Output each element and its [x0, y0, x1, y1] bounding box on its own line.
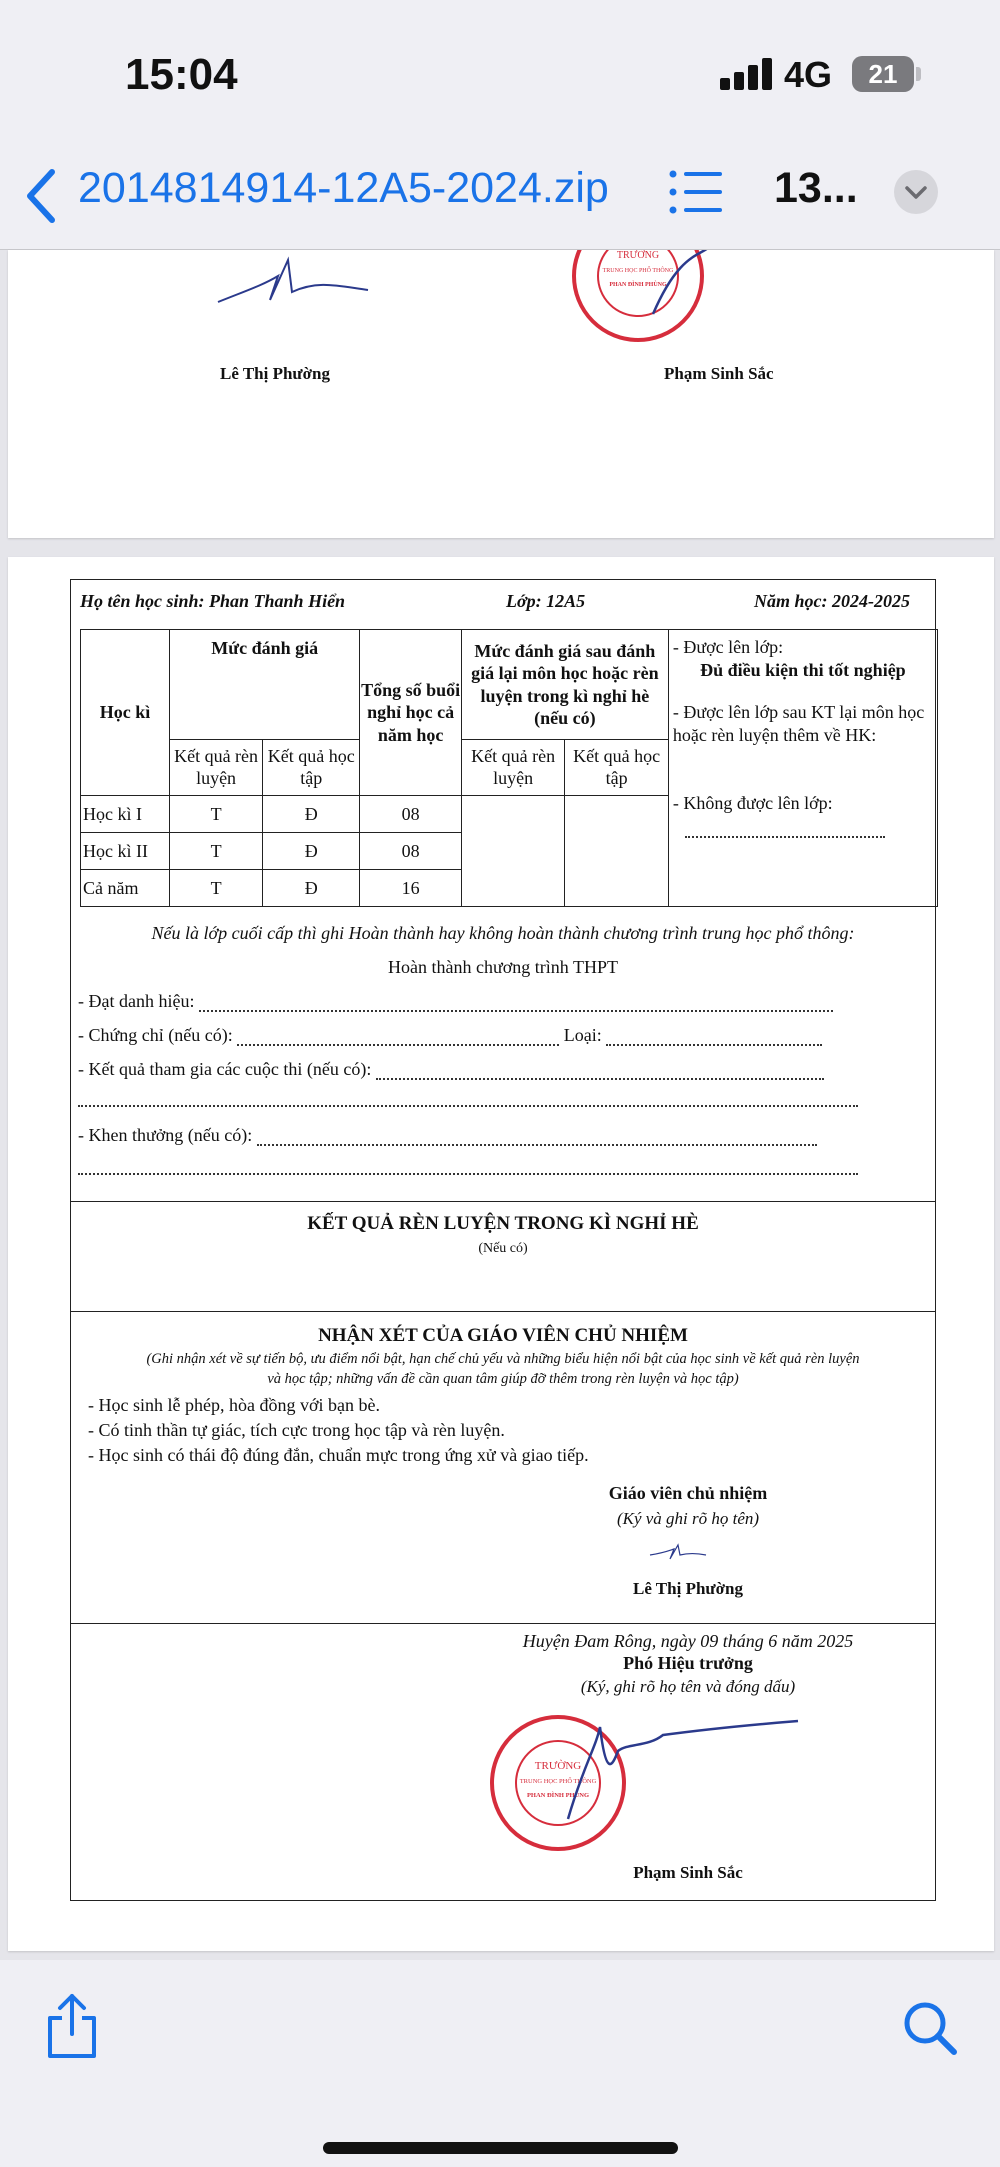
principal-name: Phạm Sinh Sắc [633, 1863, 743, 1882]
svg-text:TRUNG HỌC PHỔ THÔNG: TRUNG HỌC PHỔ THÔNG [602, 268, 674, 274]
reassess-study-cell [565, 796, 669, 907]
row-conduct: T [170, 833, 263, 870]
top-bar [0, 0, 1000, 250]
row-conduct: T [170, 870, 263, 907]
row-study: Đ [263, 870, 360, 907]
place-date: Huyện Đam Rông, ngày 09 tháng 6 năm 2025 [522, 1631, 854, 1651]
comment-item: - Học sinh lễ phép, hòa đồng với bạn bè. [88, 1395, 380, 1415]
file-title[interactable]: 2014814914-12A5-2024.zip [78, 164, 609, 212]
teacher-signature [208, 250, 388, 320]
title-label: - Đạt danh hiệu: [78, 991, 195, 1011]
divider [70, 1311, 936, 1312]
page-indicator[interactable]: 13... [774, 164, 858, 212]
promotion-graduation: Đủ điều kiện thi tốt nghiệp [700, 660, 906, 681]
school-stamp [488, 1707, 828, 1857]
list-icon[interactable] [668, 168, 724, 216]
row-study: Đ [263, 833, 360, 870]
signal-icon [720, 58, 774, 90]
share-icon[interactable] [44, 1990, 100, 2060]
svg-text:TRƯỜNG: TRƯỜNG [616, 250, 660, 261]
divider [70, 1201, 936, 1202]
battery-cap [916, 67, 921, 81]
row-absent: 08 [360, 796, 461, 833]
comment-guide-2: và học tập; những vấn đề cần quan tâm giúp đỡ thêm trong rèn luyện và học tập) [267, 1371, 739, 1387]
row-absent: 16 [360, 870, 461, 907]
teacher-name: Lê Thị Phường [632, 1579, 743, 1598]
teacher-role: Giáo viên chủ nhiệm [608, 1483, 768, 1503]
promotion-yes: - Được lên lớp: [672, 637, 784, 657]
row-absent: 08 [360, 833, 461, 870]
school-year: Năm học: 2024-2025 [754, 591, 910, 611]
summer-title: KẾT QUẢ RÈN LUYỆN TRONG KÌ NGHỈ HÈ [307, 1213, 699, 1234]
chevron-down-icon [894, 170, 938, 214]
contest-row [78, 1059, 824, 1080]
teacher-sign-note: (Ký và ghi rõ họ tên) [616, 1509, 760, 1528]
svg-text:TRUNG HỌC PHỔ THÔNG: TRUNG HỌC PHỔ THÔNG [519, 1778, 597, 1785]
comment-guide-1: (Ghi nhận xét về sự tiến bộ, ưu điểm nổi bật, hạn chế chủ yếu và những biểu hiện nổi bật của học sinh về kết quả rèn luyện [146, 1351, 860, 1367]
promotion-no: - Không được lên lớp: [672, 792, 833, 813]
document-page [8, 557, 994, 1951]
principal-sign-note: (Ký, ghi rõ họ tên và đóng dấu) [580, 1677, 796, 1696]
school-stamp [548, 250, 728, 366]
status-time: 15:04 [125, 50, 238, 99]
contest-label: - Kết quả tham gia các cuộc thi (nếu có): [78, 1059, 372, 1079]
comment-item: - Học sinh có thái độ đúng đắn, chuẩn mực trong ứng xử và giao tiếp. [88, 1445, 589, 1465]
promotion-retest: - Được lên lớp sau KT lại môn học hoặc rèn luyện thêm về HK: [672, 701, 925, 746]
svg-text:TRƯỜNG: TRƯỜNG [534, 1760, 582, 1772]
award-row [78, 1125, 817, 1146]
header-term: Học kì [81, 630, 170, 796]
comment-list [88, 1393, 589, 1468]
row-conduct: T [170, 796, 263, 833]
grades-table [80, 629, 938, 907]
cert-type-label: Loại: [563, 1025, 602, 1045]
svg-text:PHAN ĐÌNH PHÙNG: PHAN ĐÌNH PHÙNG [609, 282, 667, 288]
svg-text:PHAN ĐÌNH PHÙNG: PHAN ĐÌNH PHÙNG [526, 1792, 590, 1799]
row-term: Cả năm [81, 870, 170, 907]
document-page-previous [8, 250, 994, 538]
award-label: - Khen thưởng (nếu có): [78, 1125, 253, 1145]
sub-reassess-conduct: Kết quả rèn luyện [461, 740, 565, 796]
comment-title: NHẬN XÉT CỦA GIÁO VIÊN CHỦ NHIỆM [318, 1325, 688, 1346]
reassess-conduct-cell [461, 796, 565, 907]
teacher-signature [648, 1541, 708, 1565]
summer-sub: (Nếu có) [478, 1241, 528, 1256]
comment-item: - Có tinh thần tự giác, tích cực trong học tập và rèn luyện. [88, 1420, 505, 1440]
teacher-name: Lê Thị Phường [220, 364, 331, 383]
row-study: Đ [263, 796, 360, 833]
title-row [78, 991, 833, 1012]
header-assessment: Mức đánh giá [170, 630, 360, 740]
page-menu-button[interactable] [894, 170, 938, 214]
cert-label: - Chứng chỉ (nếu có): [78, 1025, 233, 1045]
final-value: Hoàn thành chương trình THPT [388, 957, 618, 977]
header-absent: Tổng số buổi nghỉ học cả năm học [360, 630, 461, 796]
search-icon[interactable] [900, 1998, 960, 2058]
network-type: 4G [784, 54, 833, 95]
final-note: Nếu là lớp cuối cấp thì ghi Hoàn thành hay không hoàn thành chương trình trung học phổ thông: [151, 923, 855, 943]
class-label: Lớp: 12A5 [506, 591, 586, 611]
sub-conduct: Kết quả rèn luyện [170, 740, 263, 796]
home-indicator[interactable] [323, 2142, 678, 2154]
student-name: Họ tên học sinh: Phan Thanh Hiển [80, 591, 346, 611]
bottom-toolbar [0, 1960, 1000, 2167]
principal-name: Phạm Sinh Sắc [664, 364, 774, 383]
sub-reassess-study: Kết quả học tập [565, 740, 669, 796]
promotion-cell [668, 630, 937, 907]
row-term: Học kì II [81, 833, 170, 870]
battery-icon: 21 [852, 56, 914, 92]
back-chevron-icon[interactable] [22, 166, 62, 226]
cert-row [78, 1025, 822, 1046]
header-reassess: Mức đánh giá sau đánh giá lại môn học hoặc rèn luyện trong kì nghỉ hè (nếu có) [461, 630, 668, 740]
sub-study: Kết quả học tập [263, 740, 360, 796]
principal-role: Phó Hiệu trưởng [623, 1653, 753, 1673]
divider [70, 1623, 936, 1624]
row-term: Học kì I [81, 796, 170, 833]
